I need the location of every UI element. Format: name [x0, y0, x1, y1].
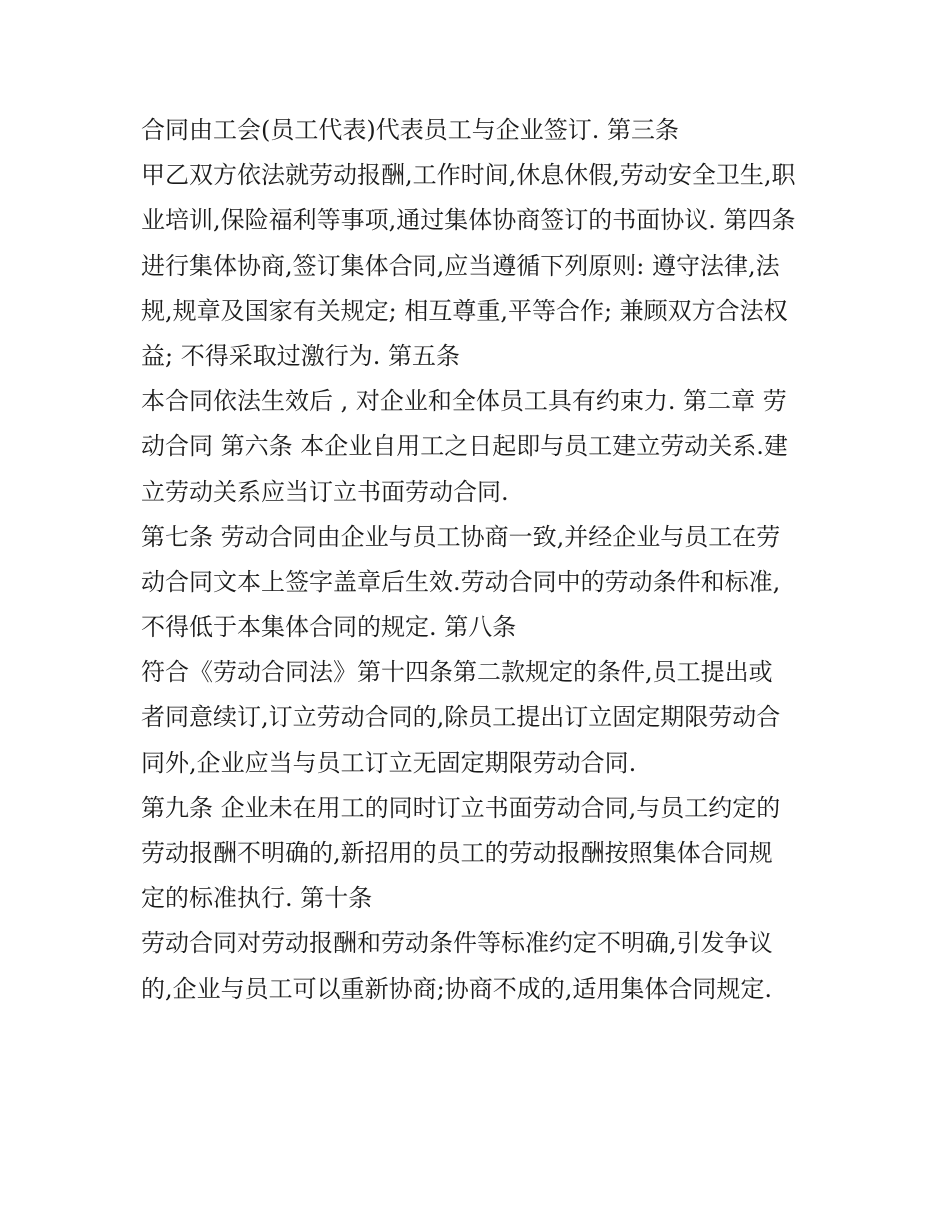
text-line-20: 的,企业与员工可以重新协商;协商不成的,适用集体合同规定. [141, 974, 772, 1003]
text-line-2: 甲乙双方依法就劳动报酬,工作时间,休息休假,劳动安全卫生,职 [141, 161, 796, 190]
text-line-7: 本合同依法生效后 , 对企业和全体员工具有约束力. 第二章 劳 [141, 387, 787, 416]
document-body [141, 108, 821, 1012]
text-line-4: 进行集体协商,签订集体合同,应当遵循下列原则: 遵守法律,法 [141, 251, 780, 280]
text-line-12: 不得低于本集体合同的规定. 第八条 [141, 613, 517, 642]
text-line-13: 符合《劳动合同法》第十四条第二款规定的条件,员工提出或 [141, 658, 773, 687]
text-line-3: 业培训,保险福利等事项,通过集体协商签订的书面协议. 第四条 [141, 206, 796, 235]
text-line-8: 动合同 第六条 本企业自用工之日起即与员工建立劳动关系.建 [141, 432, 788, 461]
text-line-16: 第九条 企业未在用工的同时订立书面劳动合同,与员工约定的 [141, 793, 781, 822]
text-line-6: 益; 不得采取过激行为. 第五条 [141, 341, 460, 370]
text-line-1: 合同由工会(员工代表)代表员工与企业签订. 第三条 [141, 116, 679, 144]
text-line-11: 动合同文本上签字盖章后生效.劳动合同中的劳动条件和标准, [141, 567, 781, 596]
text-line-9: 立劳动关系应当订立书面劳动合同. [141, 477, 509, 506]
text-line-14: 者同意续订,订立劳动合同的,除员工提出订立固定期限劳动合 [141, 703, 781, 732]
text-line-5: 规,规章及国家有关规定; 相互尊重,平等合作; 兼顾双方合法权 [141, 296, 788, 325]
text-line-18: 定的标准执行. 第十条 [141, 884, 373, 913]
text-line-17: 劳动报酬不明确的,新招用的员工的劳动报酬按照集体合同规 [141, 839, 773, 867]
text-line-10: 第七条 劳动合同由企业与员工协商一致,并经企业与员工在劳 [141, 522, 781, 551]
text-line-19: 劳动合同对劳动报酬和劳动条件等标准约定不明确,引发争议 [141, 929, 773, 958]
text-line-15: 同外,企业应当与员工订立无固定期限劳动合同. [141, 748, 637, 777]
